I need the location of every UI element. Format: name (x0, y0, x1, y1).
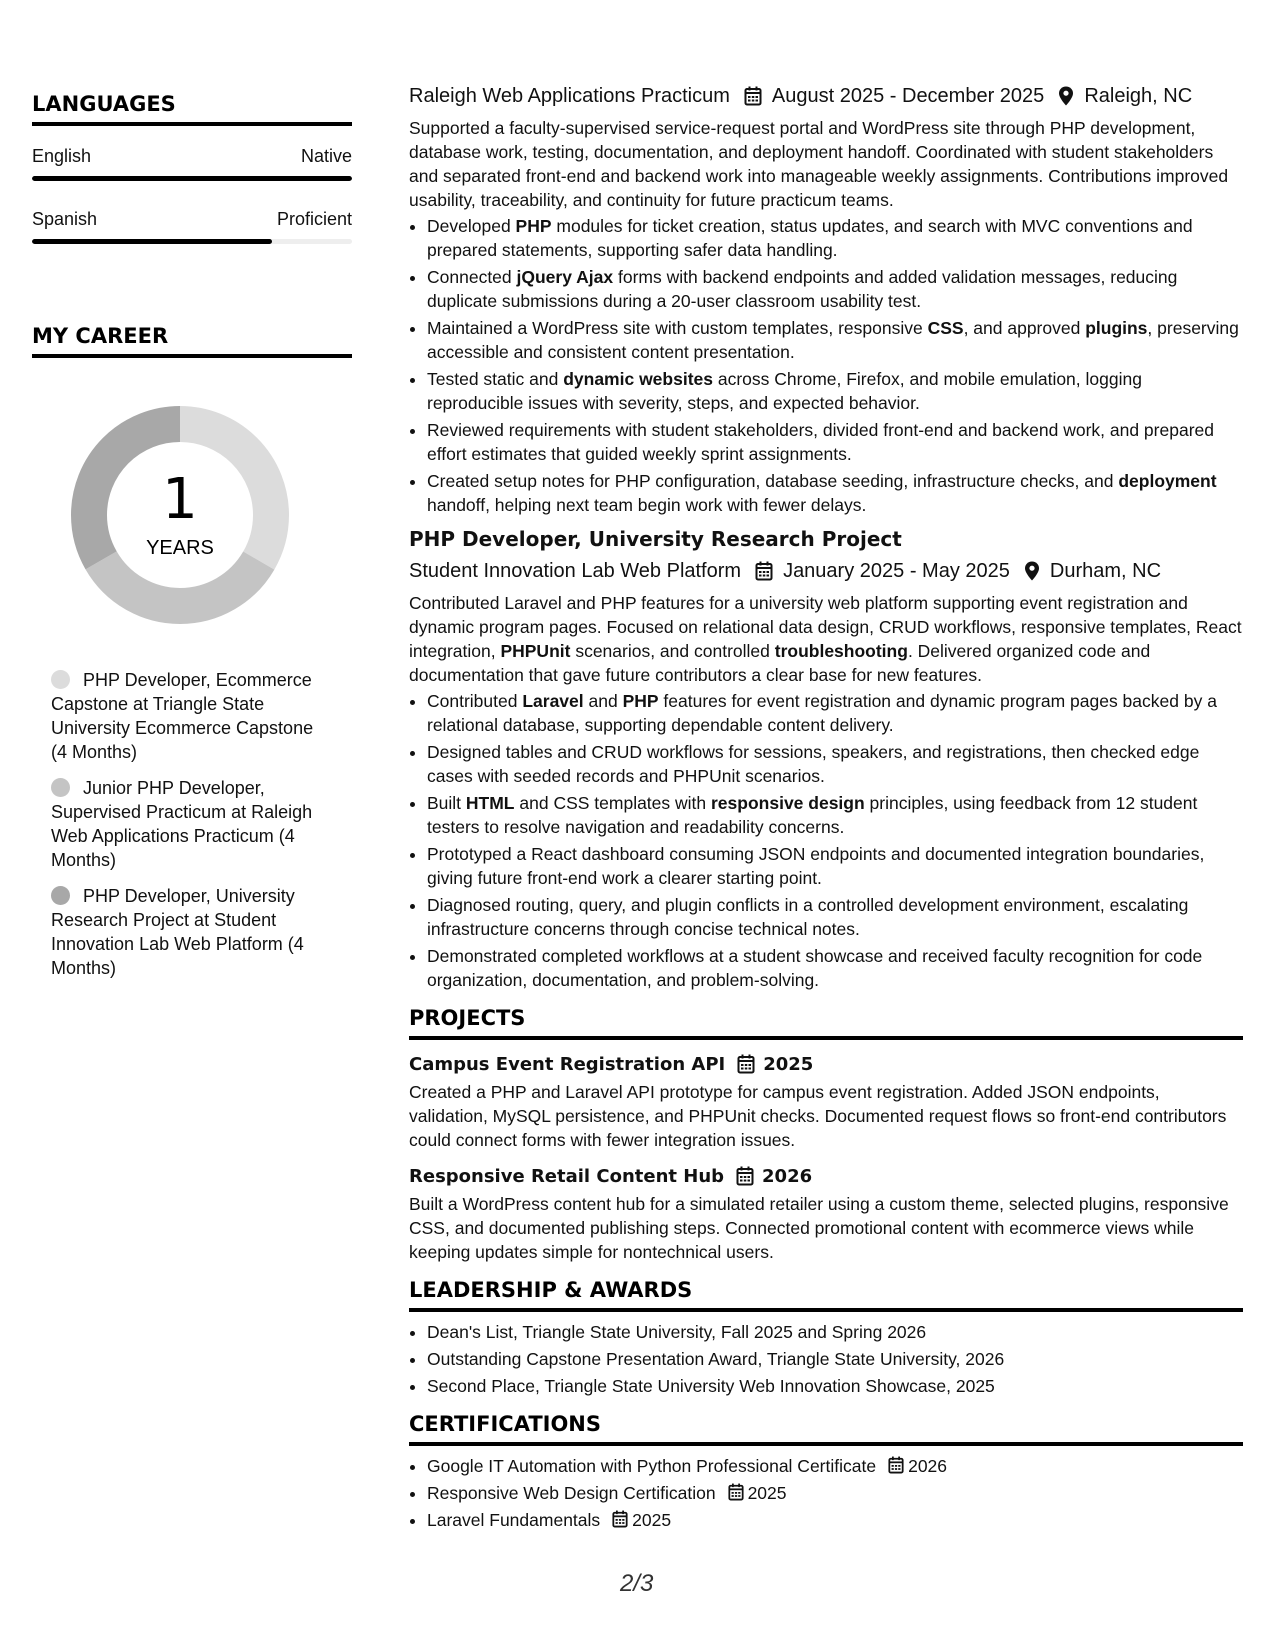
page-number: 2/3 (620, 1570, 654, 1597)
project-year: 2026 (762, 1165, 813, 1187)
award-item: • Outstanding Capstone Presentation Award, Triangle State University, 2026 (427, 1347, 1243, 1371)
legend-label: Junior PHP Developer, Supervised Practicum at Raleigh Web Applications Practicum (4 Months) (51, 778, 313, 870)
job-organization: Raleigh Web Applications Practicum (409, 84, 730, 107)
job-bullet: • Designed tables and CRUD workflows for sessions, speakers, and registrations, then checked edge cases with seeded records and PHPUnit scenarios. (427, 740, 1243, 788)
job-location: Raleigh, NC (1084, 84, 1193, 107)
job-bullet: • Maintained a WordPress site with custom templates, responsive CSS, and approved plugins, preserving accessible and consistent content presentation. (427, 316, 1243, 364)
calendar-icon (755, 561, 773, 581)
job-bullet: • Diagnosed routing, query, and plugin conflicts in a controlled development environment, escalating infrastructure concerns through concise technical notes. (427, 893, 1243, 941)
language-proficiency-bar (32, 176, 352, 181)
job-organization: Student Innovation Lab Web Platform (409, 559, 742, 582)
job-bullet: • Contributed Laravel and PHP features for event registration and dynamic program pages backed by a relational database, supporting dependable content delivery. (427, 689, 1243, 737)
legend-label: PHP Developer, University Research Project at Student Innovation Lab Web Platform (4 Months) (51, 886, 304, 978)
project-year: 2025 (763, 1053, 814, 1075)
career-legend-item (51, 884, 331, 980)
job-summary: Contributed Laravel and PHP features for a university web platform supporting event registration and dynamic program pages. Focused on relational data design, CRUD workflows, responsive templates, React integration, PHPUnit scenarios, and controlled troubleshooting. Delivered organized code and documentation that gave future contributors a clear base for new features. (409, 593, 1242, 685)
awards-heading: LEADERSHIP & AWARDS (409, 1278, 1243, 1312)
certification-item (427, 1508, 1243, 1532)
calendar-icon (888, 1456, 904, 1474)
job-dates: August 2025 - December 2025 (771, 84, 1045, 107)
career-years-unit: YEARS (146, 537, 214, 559)
certification-name: Laravel Fundamentals (427, 1510, 601, 1530)
job-bullet: • Created setup notes for PHP configuration, database seeding, infrastructure checks, and deployment handoff, helping next team begin work with fewer delays. (427, 469, 1243, 517)
certification-item (427, 1481, 1243, 1505)
job-bullet: • Built HTML and CSS templates with responsive design principles, using feedback from 12 student testers to resolve navigation and readability concerns. (427, 791, 1243, 839)
awards-list (409, 1320, 1243, 1398)
project-description: Built a WordPress content hub for a simulated retailer using a custom theme, selected plugins, responsive CSS, and documented publishing steps. Connected promotional content with ecommerce views while keeping updates simple for nontechnical users. (409, 1194, 1229, 1262)
legend-label: PHP Developer, Ecommerce Capstone at Triangle State University Ecommerce Capstone (4 Months) (51, 670, 314, 762)
certification-year: 2025 (632, 1510, 672, 1530)
job-meta-row (409, 82, 1243, 110)
job-bullet: • Prototyped a React dashboard consuming JSON endpoints and documented integration boundaries, giving future front-end work a clearer starting point. (427, 842, 1243, 890)
calendar-icon (728, 1483, 744, 1501)
legend-dot (51, 670, 70, 689)
calendar-icon (737, 1054, 755, 1074)
experience-entry (409, 82, 1243, 517)
career-years-number: 1 (162, 467, 198, 532)
language-level: Native (300, 146, 352, 166)
project-entry (409, 1162, 1243, 1264)
job-location: Durham, NC (1049, 559, 1162, 582)
project-entry (409, 1050, 1243, 1152)
project-name: Campus Event Registration API (409, 1053, 726, 1075)
map-pin-icon (1058, 86, 1074, 106)
project-name: Responsive Retail Content Hub (409, 1165, 725, 1187)
job-bullets (409, 689, 1243, 992)
certification-name: Google IT Automation with Python Professional Certificate (427, 1456, 877, 1476)
award-item: • Dean's List, Triangle State University, Fall 2025 and Spring 2026 (427, 1320, 1243, 1344)
job-bullet: • Connected jQuery Ajax forms with backend endpoints and added validation messages, reducing duplicate submissions during a 20-user classroom usability test. (427, 265, 1243, 313)
job-bullet: • Tested static and dynamic websites across Chrome, Firefox, and mobile emulation, logging reproducible issues with severity, steps, and expected behavior. (427, 367, 1243, 415)
map-pin-icon (1024, 561, 1040, 581)
career-legend (51, 668, 331, 980)
certification-name: Responsive Web Design Certification (427, 1483, 716, 1503)
job-meta-row (409, 557, 1243, 585)
language-name: Spanish (32, 209, 98, 229)
certification-item (427, 1454, 1243, 1478)
job-bullet: • Reviewed requirements with student stakeholders, divided front-end and backend work, and prepared effort estimates that guided weekly sprint assignments. (427, 418, 1243, 466)
certification-year: 2026 (908, 1456, 948, 1476)
calendar-icon (612, 1510, 628, 1528)
experience-entry (409, 527, 1243, 992)
project-description: Created a PHP and Laravel API prototype for campus event registration. Added JSON endpoints, validation, MySQL persistence, and PHPUnit checks. Documented request flows so front-end contributors could connect forms with fewer integration issues. (409, 1082, 1227, 1150)
language-proficiency-bar (32, 239, 352, 244)
job-summary: Supported a faculty-supervised service-request portal and WordPress site through PHP development, database work, testing, documentation, and deployment handoff. Coordinated with student stakeholders and separated front-end and backend work into manageable weekly assignments. Contributions improved usability, traceability, and continuity for future practicum teams. (409, 118, 1229, 210)
language-item-english (32, 146, 352, 181)
calendar-icon (736, 1166, 754, 1186)
job-bullets (409, 214, 1243, 517)
legend-dot (51, 778, 70, 797)
job-dates: January 2025 - May 2025 (783, 559, 1010, 582)
language-proficiency-fill (32, 176, 352, 181)
certifications-heading: CERTIFICATIONS (409, 1412, 1243, 1446)
job-bullet: • Demonstrated completed workflows at a student showcase and received faculty recognition for code organization, documentation, and problem-solving. (427, 944, 1243, 992)
certification-year: 2025 (747, 1483, 787, 1503)
main-content (409, 82, 1243, 1535)
award-item: • Second Place, Triangle State University Web Innovation Showcase, 2025 (427, 1374, 1243, 1398)
language-proficiency-fill (32, 239, 272, 244)
career-legend-item (51, 668, 331, 764)
projects-heading: PROJECTS (409, 1006, 1243, 1040)
calendar-icon (744, 86, 762, 106)
language-level: Proficient (276, 209, 352, 229)
job-title: PHP Developer, University Research Project (409, 527, 902, 551)
job-bullet: • Developed PHP modules for ticket creation, status updates, and search with MVC conventions and prepared statements, supporting safer data handling. (427, 214, 1243, 262)
legend-dot (51, 886, 70, 905)
certifications-list (409, 1454, 1243, 1532)
language-name: English (32, 146, 92, 166)
career-donut-chart (65, 400, 295, 630)
career-heading: MY CAREER (32, 324, 352, 358)
sidebar (32, 92, 352, 992)
languages-heading: LANGUAGES (32, 92, 352, 126)
career-legend-item (51, 776, 331, 872)
language-item-spanish (32, 209, 352, 244)
